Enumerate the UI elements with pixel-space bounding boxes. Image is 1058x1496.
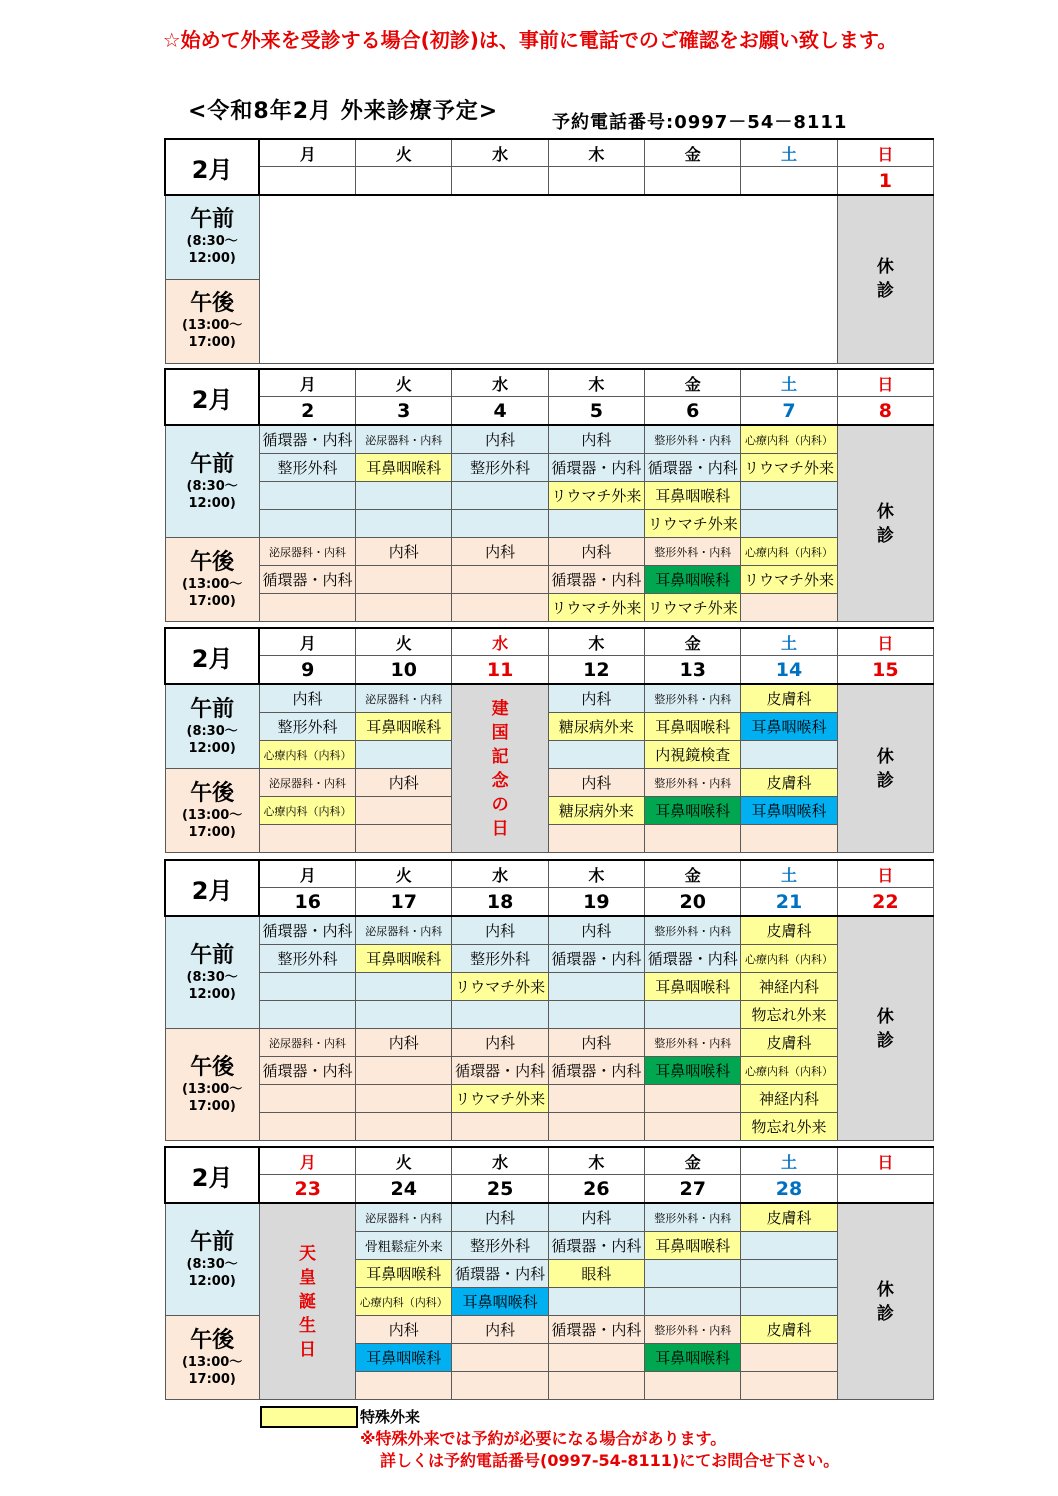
clinic-slot (548, 1085, 644, 1113)
holiday-cell: 建国記念の日 (452, 684, 548, 853)
date-cell: 9 (259, 656, 355, 685)
dow-tue: 火 (356, 860, 452, 888)
clinic-slot: 循環器・内科 (645, 454, 741, 482)
reservation-note: ※特殊外来では予約が必要になる場合があります。 (360, 1429, 727, 1448)
clinic-slot-green: 耳鼻咽喉科 (645, 1344, 741, 1372)
holiday-cell: 天皇誕生日 (259, 1203, 355, 1400)
clinic-slot (645, 1113, 741, 1141)
clinic-slot (548, 1372, 644, 1400)
clinic-slot (452, 510, 548, 538)
clinic-slot (452, 482, 548, 510)
clinic-slot (259, 1085, 355, 1113)
clinic-slot: 循環器・内科 (548, 566, 644, 594)
dow-wed: 水 (452, 369, 548, 397)
clinic-slot-special: リウマチ外来 (741, 454, 837, 482)
clinic-slot-green: 耳鼻咽喉科 (645, 797, 741, 825)
dow-sun: 日 (837, 860, 933, 888)
dow-wed: 水 (452, 1147, 548, 1175)
clinic-slot (741, 741, 837, 769)
clinic-slot (741, 510, 837, 538)
clinic-slot (259, 1113, 355, 1141)
clinic-slot: 整形外科・内科 (645, 684, 741, 713)
dow-thu: 木 (548, 139, 644, 167)
clinic-slot (259, 825, 355, 853)
clinic-slot (645, 1260, 741, 1288)
clinic-slot (356, 566, 452, 594)
dow-tue: 火 (356, 628, 452, 656)
clinic-slot: 循環器・内科 (452, 1260, 548, 1288)
clinic-slot (356, 1001, 452, 1029)
page-title: <令和8年2月 外来診療予定> (188, 99, 499, 124)
date-cell: 17 (356, 888, 452, 917)
week-block (164, 1146, 934, 1400)
dow-tue: 火 (356, 369, 452, 397)
dow-sat: 土 (741, 139, 837, 167)
clinic-slot (741, 594, 837, 622)
clinic-slot (548, 825, 644, 853)
clinic-slot (356, 1372, 452, 1400)
legend-label: 特殊外来 (360, 1408, 421, 1426)
empty-area (259, 195, 837, 363)
clinic-slot (452, 1001, 548, 1029)
clinic-slot-special: リウマチ外来 (548, 594, 644, 622)
date-cell: 19 (548, 888, 644, 917)
clinic-slot: 内科 (356, 769, 452, 797)
pm-header: 午後 (13:00～17:00) (165, 538, 259, 622)
clinic-slot: 整形外科・内科 (645, 1316, 741, 1344)
date-cell: 12 (548, 656, 644, 685)
clinic-slot: 内科 (356, 1029, 452, 1057)
clinic-slot (741, 482, 837, 510)
dow-wed: 水 (452, 860, 548, 888)
clinic-slot-special: リウマチ外来 (645, 594, 741, 622)
clinic-slot: 整形外科・内科 (645, 538, 741, 566)
pm-header: 午後 (13:00～17:00) (165, 1316, 259, 1400)
clinic-slot: 泌尿器科・内科 (259, 538, 355, 566)
clinic-slot-special: リウマチ外来 (645, 510, 741, 538)
clinic-slot (356, 1085, 452, 1113)
clinic-slot-green: 耳鼻咽喉科 (645, 1057, 741, 1085)
clinic-slot-special: リウマチ外来 (452, 973, 548, 1001)
clinic-slot: 内科 (548, 1203, 644, 1232)
date-cell: 5 (548, 397, 644, 426)
clinic-slot: 内科 (452, 1029, 548, 1057)
date-cell: 6 (645, 397, 741, 426)
clinic-slot: 循環器・内科 (259, 425, 355, 454)
closed-cell: 休診 (837, 195, 933, 363)
date-cell: 23 (259, 1175, 355, 1204)
clinic-slot (452, 594, 548, 622)
clinic-slot-special: 糖尿病外来 (548, 713, 644, 741)
am-header: 午前 (8:30～12:00) (165, 195, 259, 279)
clinic-slot: 内科 (356, 538, 452, 566)
month-label: 2月 (165, 860, 259, 916)
clinic-slot-special: 耳鼻咽喉科 (645, 1232, 741, 1260)
date-cell: 11 (452, 656, 548, 685)
date-cell (259, 167, 355, 196)
clinic-slot: 内科 (452, 1316, 548, 1344)
dow-fri: 金 (645, 860, 741, 888)
date-cell: 24 (356, 1175, 452, 1204)
inquiry-note: 詳しくは予約電話番号(0997-54-8111)にてお問合せ下さい。 (380, 1451, 840, 1470)
date-cell: 1 (837, 167, 933, 196)
clinic-slot: 整形外科 (452, 454, 548, 482)
clinic-slot (356, 797, 452, 825)
am-header: 午前 (8:30～12:00) (165, 425, 259, 538)
dow-sat: 土 (741, 369, 837, 397)
clinic-slot: 循環器・内科 (548, 1232, 644, 1260)
clinic-slot: 整形外科・内科 (645, 769, 741, 797)
date-cell: 21 (741, 888, 837, 917)
date-cell: 16 (259, 888, 355, 917)
clinic-slot-special: 耳鼻咽喉科 (356, 945, 452, 973)
clinic-slot (645, 1085, 741, 1113)
clinic-slot: 整形外科 (259, 454, 355, 482)
week-block (164, 368, 934, 622)
date-cell: 2 (259, 397, 355, 426)
clinic-slot-special: 耳鼻咽喉科 (645, 482, 741, 510)
clinic-slot-special: 物忘れ外来 (741, 1113, 837, 1141)
clinic-slot: 循環器・内科 (548, 454, 644, 482)
date-cell (741, 167, 837, 196)
clinic-slot-special: 心療内科（内科） (741, 425, 837, 454)
clinic-slot: 泌尿器科・内科 (356, 425, 452, 454)
clinic-slot: 内科 (548, 1029, 644, 1057)
am-header: 午前 (8:30～12:00) (165, 1203, 259, 1316)
clinic-slot: 内科 (548, 684, 644, 713)
date-cell: 4 (452, 397, 548, 426)
clinic-slot: 循環器・内科 (645, 945, 741, 973)
date-cell: 26 (548, 1175, 644, 1204)
clinic-slot (741, 1344, 837, 1372)
dow-sun: 日 (837, 628, 933, 656)
clinic-slot: 内科 (452, 538, 548, 566)
date-cell: 8 (837, 397, 933, 426)
date-cell: 20 (645, 888, 741, 917)
dow-sun: 日 (837, 139, 933, 167)
date-cell: 14 (741, 656, 837, 685)
clinic-slot: 内科 (259, 684, 355, 713)
clinic-slot-special: 皮膚科 (741, 1203, 837, 1232)
date-cell: 18 (452, 888, 548, 917)
clinic-slot-special: 皮膚科 (741, 684, 837, 713)
clinic-slot: 内科 (548, 538, 644, 566)
dow-mon: 月 (259, 1147, 355, 1175)
clinic-slot-special: 心療内科（内科） (259, 797, 355, 825)
clinic-slot (259, 1001, 355, 1029)
clinic-slot (452, 1372, 548, 1400)
clinic-slot-special: 皮膚科 (741, 1316, 837, 1344)
clinic-slot-special: 耳鼻咽喉科 (645, 713, 741, 741)
clinic-slot-special: リウマチ外来 (452, 1085, 548, 1113)
clinic-slot: 循環器・内科 (452, 1057, 548, 1085)
clinic-slot (356, 510, 452, 538)
clinic-slot-special: 耳鼻咽喉科 (356, 454, 452, 482)
dow-fri: 金 (645, 1147, 741, 1175)
clinic-slot (452, 566, 548, 594)
clinic-slot (741, 1232, 837, 1260)
clinic-slot: 泌尿器科・内科 (356, 684, 452, 713)
clinic-slot (452, 1344, 548, 1372)
dow-tue: 火 (356, 1147, 452, 1175)
dow-thu: 木 (548, 628, 644, 656)
dow-sat: 土 (741, 628, 837, 656)
date-cell: 27 (645, 1175, 741, 1204)
clinic-slot (741, 1372, 837, 1400)
clinic-slot: 循環器・内科 (259, 566, 355, 594)
date-cell (645, 167, 741, 196)
clinic-slot: 循環器・内科 (259, 916, 355, 945)
week-block (164, 138, 934, 364)
date-cell (837, 1175, 933, 1204)
week-block (164, 859, 934, 1141)
date-cell: 15 (837, 656, 933, 685)
date-cell (452, 167, 548, 196)
clinic-slot (741, 825, 837, 853)
week-block (164, 627, 934, 853)
clinic-slot: 内科 (452, 916, 548, 945)
clinic-slot: 整形外科 (452, 1232, 548, 1260)
first-visit-notice: ☆始めて外来を受診する場合(初診)は、事前に電話でのご確認をお願い致します。 (162, 28, 898, 52)
clinic-slot (548, 741, 644, 769)
clinic-slot-special: 心療内科（内科） (259, 741, 355, 769)
clinic-slot: 骨粗鬆症外来 (356, 1232, 452, 1260)
clinic-slot: 泌尿器科・内科 (356, 1203, 452, 1232)
clinic-slot-special: 神経内科 (741, 1085, 837, 1113)
date-cell: 7 (741, 397, 837, 426)
dow-mon: 月 (259, 628, 355, 656)
dow-fri: 金 (645, 369, 741, 397)
dow-mon: 月 (259, 860, 355, 888)
clinic-slot-special: リウマチ外来 (548, 482, 644, 510)
clinic-slot: 整形外科・内科 (645, 1029, 741, 1057)
clinic-slot: 循環器・内科 (548, 945, 644, 973)
clinic-slot-special: 心療内科（内科） (741, 945, 837, 973)
month-label: 2月 (165, 628, 259, 684)
date-cell: 28 (741, 1175, 837, 1204)
clinic-slot: 内科 (548, 916, 644, 945)
closed-cell: 休診 (837, 916, 933, 1141)
dow-thu: 木 (548, 860, 644, 888)
closed-cell: 休診 (837, 425, 933, 622)
clinic-slot (356, 973, 452, 1001)
clinic-slot (548, 1288, 644, 1316)
clinic-slot (356, 482, 452, 510)
clinic-slot-special: 内視鏡検査 (645, 741, 741, 769)
clinic-slot-green: 耳鼻咽喉科 (645, 566, 741, 594)
clinic-slot: 整形外科 (259, 945, 355, 973)
clinic-slot: 内科 (452, 425, 548, 454)
clinic-slot: 整形外科・内科 (645, 916, 741, 945)
clinic-slot-special: 耳鼻咽喉科 (356, 713, 452, 741)
dow-tue: 火 (356, 139, 452, 167)
reservation-phone: 予約電話番号:0997－54－8111 (552, 112, 848, 133)
month-label: 2月 (165, 369, 259, 425)
month-label: 2月 (165, 1147, 259, 1203)
clinic-slot (645, 1288, 741, 1316)
dow-wed: 水 (452, 628, 548, 656)
clinic-slot: 内科 (452, 1203, 548, 1232)
clinic-slot-special: 皮膚科 (741, 916, 837, 945)
clinic-slot-special: 糖尿病外来 (548, 797, 644, 825)
date-cell: 3 (356, 397, 452, 426)
dow-thu: 木 (548, 1147, 644, 1175)
dow-fri: 金 (645, 628, 741, 656)
clinic-slot (548, 510, 644, 538)
legend-swatch (260, 1406, 358, 1428)
clinic-slot (741, 1260, 837, 1288)
clinic-slot: 内科 (548, 425, 644, 454)
clinic-slot-special: 物忘れ外来 (741, 1001, 837, 1029)
clinic-slot (259, 510, 355, 538)
clinic-slot: 泌尿器科・内科 (259, 1029, 355, 1057)
dow-wed: 水 (452, 139, 548, 167)
clinic-slot: 内科 (548, 769, 644, 797)
clinic-slot-special: リウマチ外来 (741, 566, 837, 594)
clinic-slot (452, 1113, 548, 1141)
clinic-slot: 内科 (356, 1316, 452, 1344)
clinic-slot (548, 973, 644, 1001)
dow-fri: 金 (645, 139, 741, 167)
clinic-slot-blue: 耳鼻咽喉科 (356, 1344, 452, 1372)
clinic-slot (741, 1288, 837, 1316)
pm-header: 午後 (13:00～17:00) (165, 1029, 259, 1141)
clinic-slot (356, 741, 452, 769)
clinic-slot (356, 825, 452, 853)
clinic-slot (645, 1001, 741, 1029)
pm-header: 午後 (13:00～17:00) (165, 279, 259, 363)
clinic-slot-special: 耳鼻咽喉科 (356, 1260, 452, 1288)
clinic-slot-special: 耳鼻咽喉科 (645, 973, 741, 1001)
clinic-slot (259, 973, 355, 1001)
am-header: 午前 (8:30～12:00) (165, 684, 259, 769)
date-cell (548, 167, 644, 196)
clinic-slot-special: 神経内科 (741, 973, 837, 1001)
clinic-slot (548, 1344, 644, 1372)
clinic-slot: 泌尿器科・内科 (259, 769, 355, 797)
clinic-slot: 整形外科 (259, 713, 355, 741)
dow-mon: 月 (259, 369, 355, 397)
clinic-slot (259, 482, 355, 510)
clinic-slot (548, 1113, 644, 1141)
dow-sun: 日 (837, 369, 933, 397)
clinic-slot-blue: 耳鼻咽喉科 (741, 797, 837, 825)
closed-cell: 休診 (837, 684, 933, 853)
clinic-slot-special: 心療内科（内科） (356, 1288, 452, 1316)
clinic-slot: 整形外科・内科 (645, 1203, 741, 1232)
clinic-slot: 循環器・内科 (548, 1057, 644, 1085)
clinic-slot-special: 眼科 (548, 1260, 644, 1288)
clinic-slot: 循環器・内科 (259, 1057, 355, 1085)
dow-sat: 土 (741, 1147, 837, 1175)
month-label: 2月 (165, 139, 259, 195)
clinic-slot-special: 心療内科（内科） (741, 1057, 837, 1085)
dow-mon: 月 (259, 139, 355, 167)
clinic-slot: 整形外科 (452, 945, 548, 973)
clinic-slot (356, 594, 452, 622)
clinic-slot (645, 1372, 741, 1400)
clinic-slot: 泌尿器科・内科 (356, 916, 452, 945)
clinic-slot (259, 594, 355, 622)
clinic-slot: 整形外科・内科 (645, 425, 741, 454)
clinic-slot (356, 1113, 452, 1141)
dow-sun: 日 (837, 1147, 933, 1175)
date-cell: 22 (837, 888, 933, 917)
dow-sat: 土 (741, 860, 837, 888)
clinic-slot-special: 皮膚科 (741, 1029, 837, 1057)
dow-thu: 木 (548, 369, 644, 397)
clinic-slot (645, 825, 741, 853)
closed-cell: 休診 (837, 1203, 933, 1400)
date-cell: 25 (452, 1175, 548, 1204)
clinic-slot-blue: 耳鼻咽喉科 (452, 1288, 548, 1316)
clinic-slot-blue: 耳鼻咽喉科 (741, 713, 837, 741)
am-header: 午前 (8:30～12:00) (165, 916, 259, 1029)
clinic-slot-special: 心療内科（内科） (741, 538, 837, 566)
clinic-slot (548, 1001, 644, 1029)
date-cell: 13 (645, 656, 741, 685)
date-cell: 10 (356, 656, 452, 685)
date-cell (356, 167, 452, 196)
clinic-slot: 循環器・内科 (548, 1316, 644, 1344)
clinic-slot (356, 1057, 452, 1085)
pm-header: 午後 (13:00～17:00) (165, 769, 259, 853)
clinic-slot-special: 皮膚科 (741, 769, 837, 797)
